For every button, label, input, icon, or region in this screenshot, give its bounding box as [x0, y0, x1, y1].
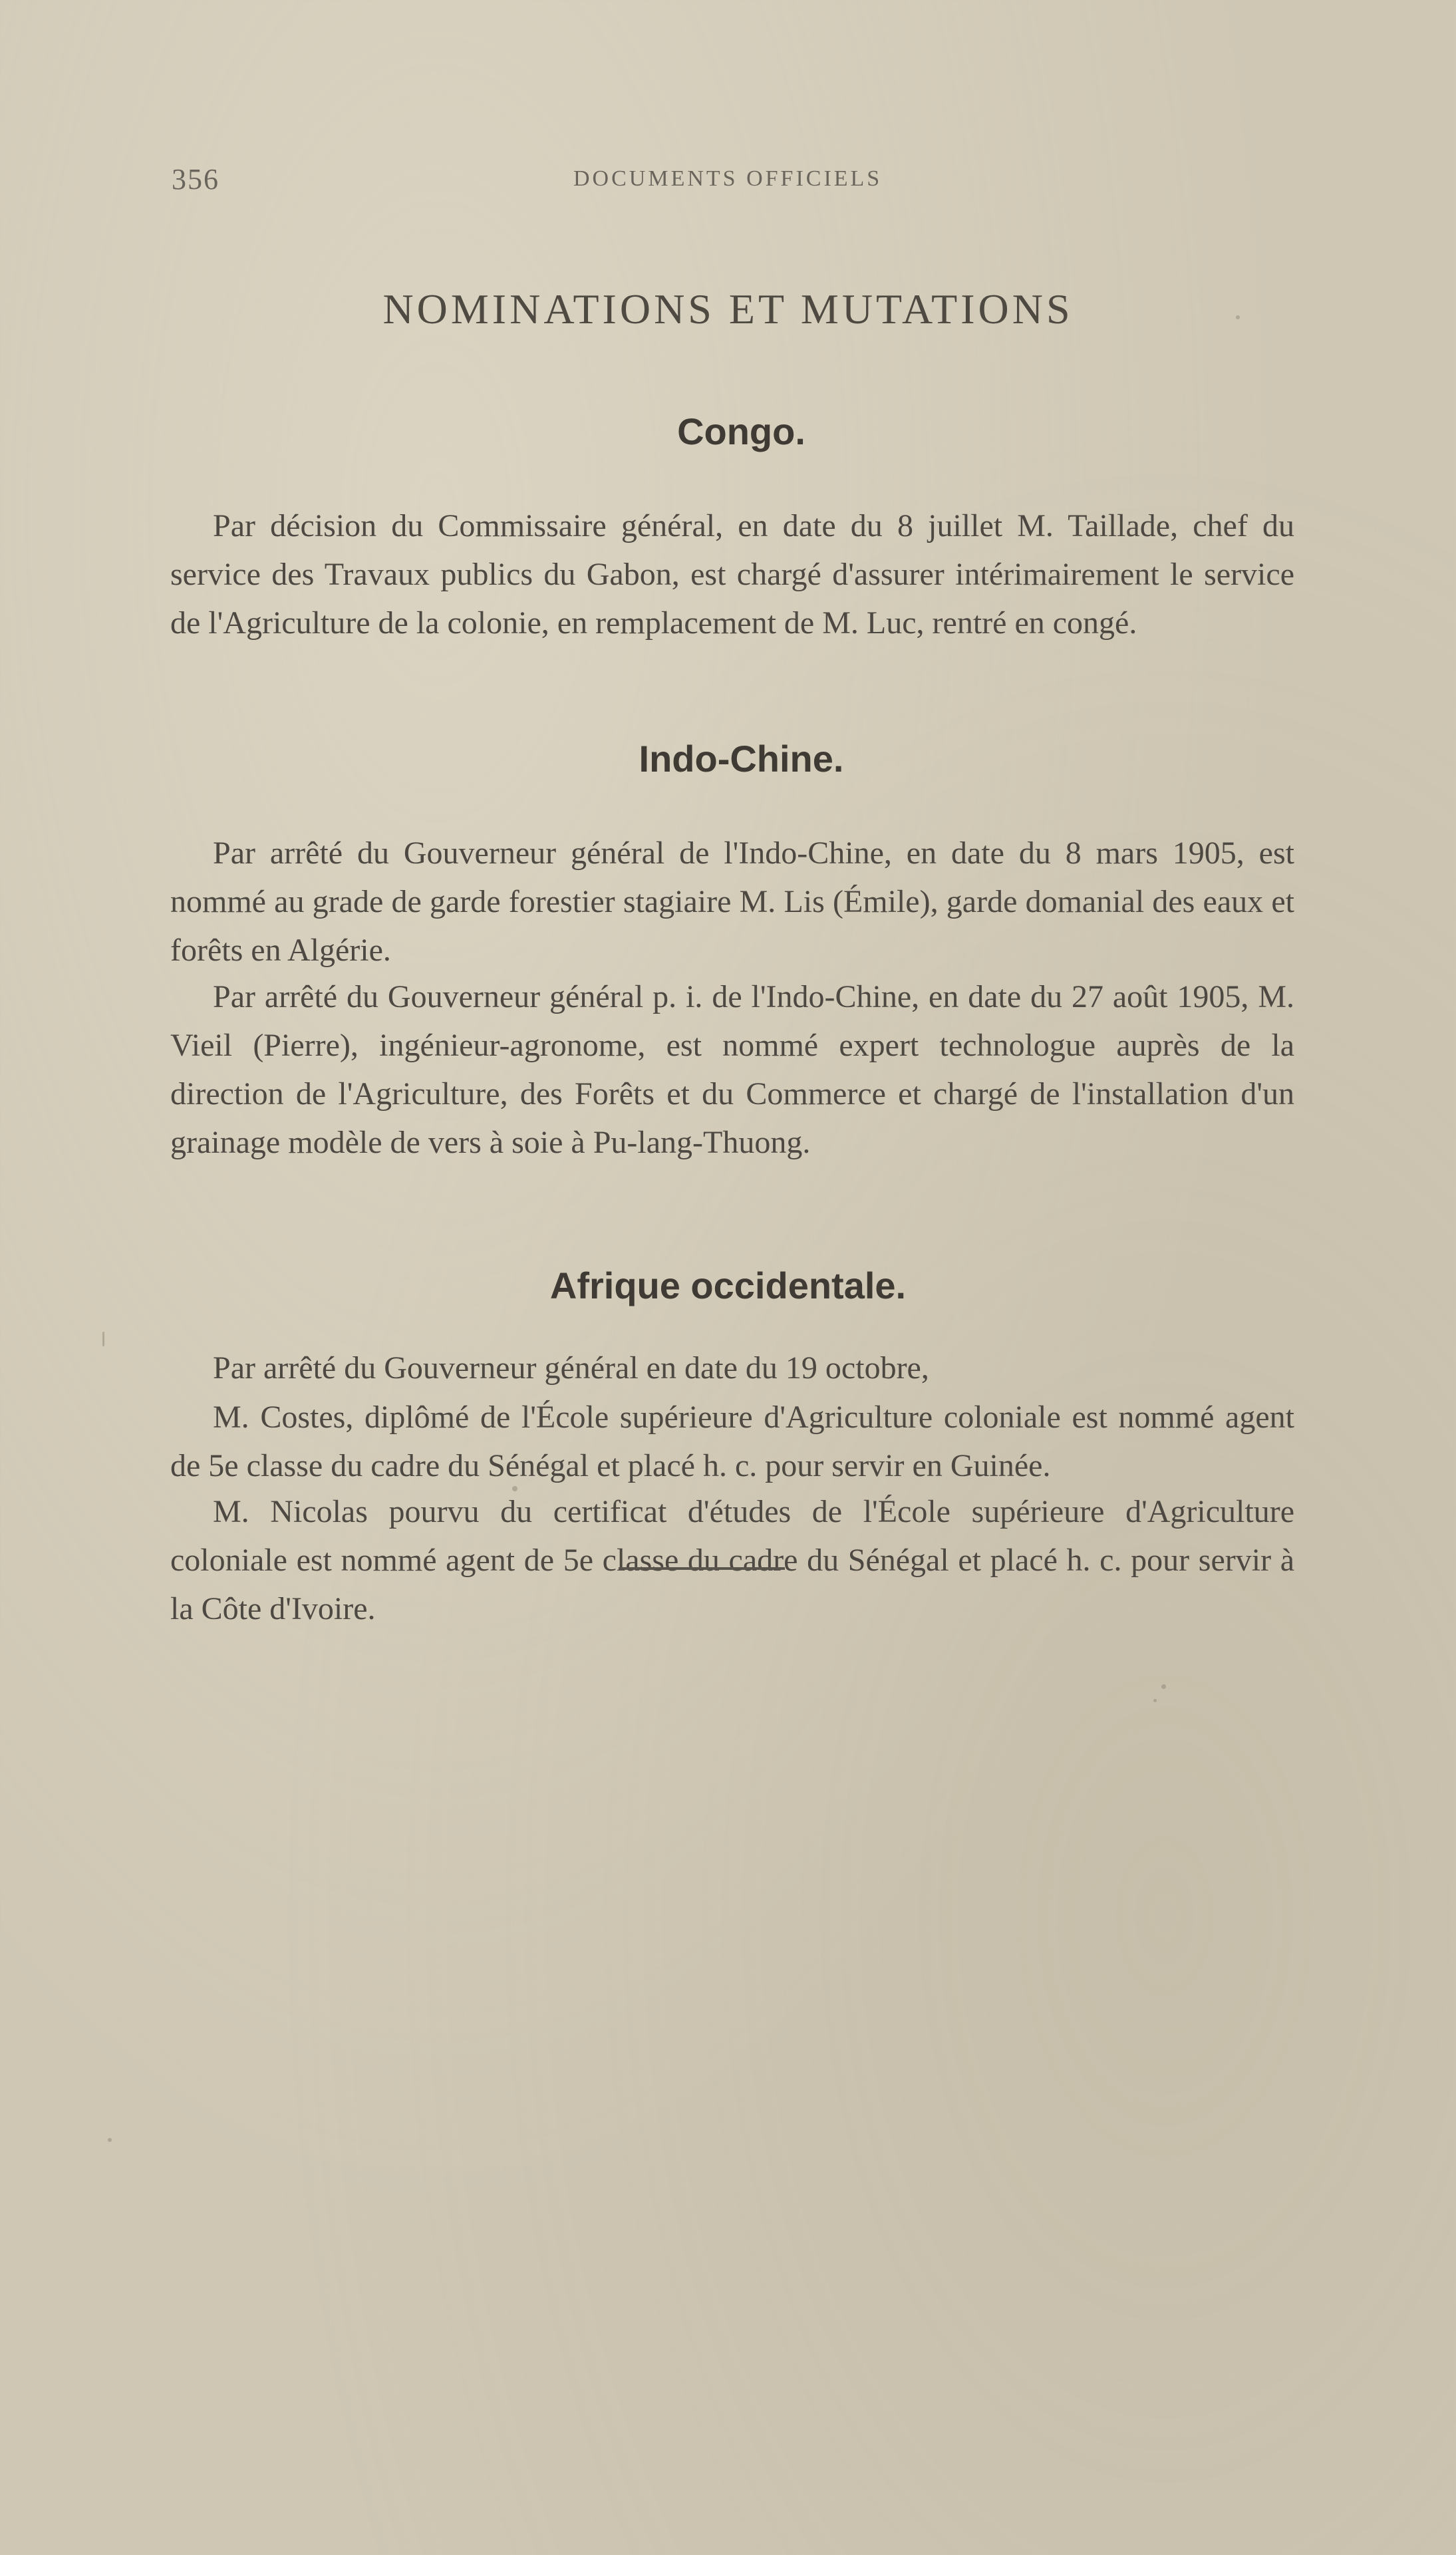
- paragraph-indo-chine-2: Par arrêté du Gouverneur général p. i. de l'Indo-Chine, en date du 27 août 1905, M. Vieil (Pierre), ingénieur-agronome, est nommé expert technologue auprès de la direction de l'Agriculture, des Forêts et du Commerce et chargé de l'installation d'un grainage modèle de vers à soie à Pu-lang-Thuong.: [170, 979, 1294, 1160]
- paragraph-afrique-2: M. Costes, diplômé de l'École supérieure d'Agriculture coloniale est nommé agent de 5e classe du cadre du Sénégal et placé h. c. pour servir en Guinée.: [170, 1400, 1294, 1483]
- paper-speck: [1161, 1684, 1166, 1689]
- paper-speck: [512, 1486, 517, 1491]
- running-title: DOCUMENTS OFFICIELS: [573, 166, 883, 191]
- paper-speck: [1236, 315, 1240, 319]
- main-title: NOMINATIONS ET MUTATIONS: [382, 285, 1074, 333]
- paragraph-afrique-1: Par arrêté du Gouverneur général en date du 19 octobre,: [213, 1350, 929, 1386]
- page-number: 356: [172, 163, 219, 196]
- running-head: [0, 162, 1456, 196]
- paragraph-indo-chine-1: Par arrêté du Gouverneur général de l'Indo-Chine, en date du 8 mars 1905, est nommé au grade de garde forestier stagiaire M. Lis (Émile), garde domanial des eaux et forêts en Algérie.: [170, 835, 1294, 968]
- paragraph-congo-1: Par décision du Commissaire général, en date du 8 juillet M. Taillade, chef du service des Travaux publics du Gabon, est chargé d'assurer intérimairement le service de l'Agriculture de la colonie, en remplacement de M. Luc, rentré en congé.: [170, 508, 1294, 641]
- paper-speck: [108, 2138, 112, 2142]
- paragraph-afrique-3: M. Nicolas pourvu du certificat d'études de l'École supérieure d'Agriculture coloniale est nommé agent de 5e classe du cadre du Sénégal et placé h. c. pour servir à la Côte d'Ivoire.: [170, 1494, 1294, 1626]
- paper-speck: [102, 1332, 104, 1346]
- closing-rule: [619, 1567, 785, 1570]
- section-heading-congo: Congo.: [677, 410, 805, 452]
- section-heading-indo-chine: Indo-Chine.: [639, 738, 844, 780]
- section-heading-afrique-occidentale: Afrique occidentale.: [549, 1265, 907, 1306]
- paper-speck: [1153, 1699, 1157, 1702]
